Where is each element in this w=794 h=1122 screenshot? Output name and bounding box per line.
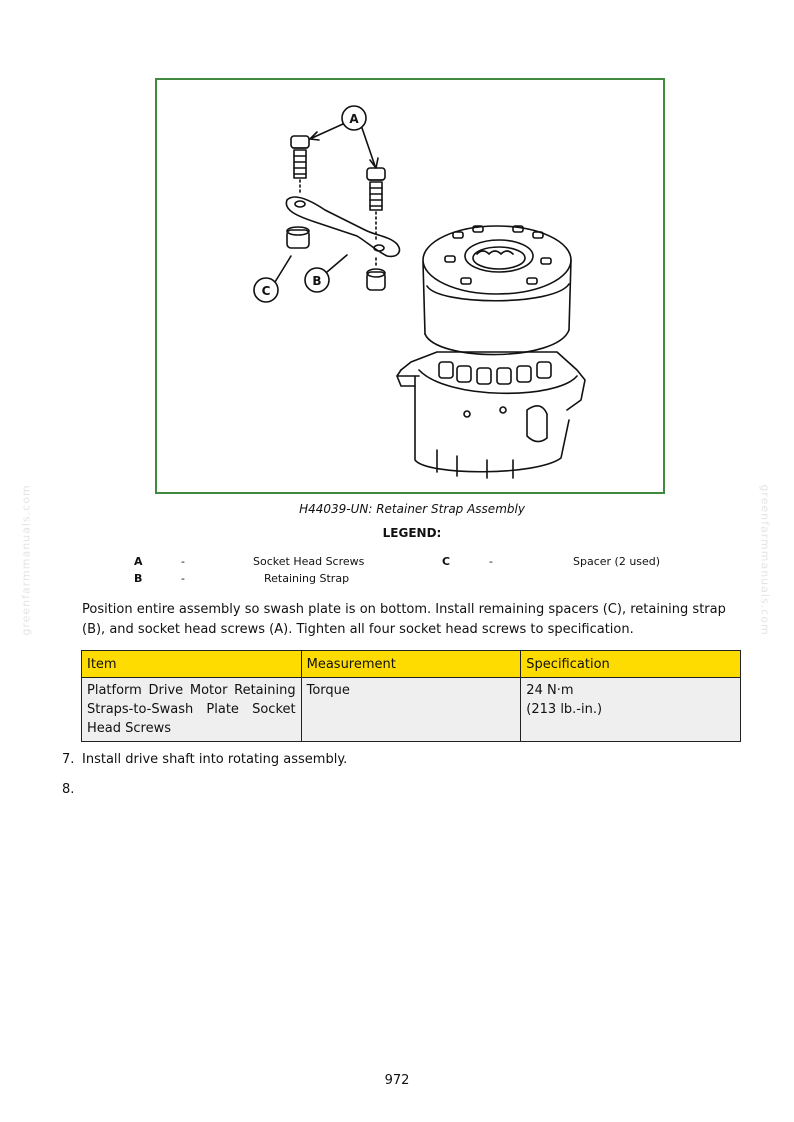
- watermark-left: greenfarmmanuals.com: [19, 484, 33, 636]
- legend-key-a: A: [134, 555, 143, 568]
- callout-b-label: B: [312, 274, 322, 288]
- watermark-right: greenfarmmanuals.com: [758, 484, 772, 636]
- callout-a-label: A: [349, 112, 359, 126]
- step-text: Install drive shaft into rotating assembly.: [82, 752, 348, 767]
- table-header-row: [82, 651, 741, 678]
- specification-table: [81, 650, 741, 742]
- retainer-strap-illustration: [157, 80, 663, 492]
- table-row: [82, 678, 741, 742]
- legend-key-b: B: [134, 572, 143, 585]
- step-number: 8.: [62, 782, 75, 797]
- step-7: [62, 752, 347, 767]
- cell-item: Platform Drive Motor Retaining Straps-to-Swash Plate Socket Head Screws: [82, 678, 302, 742]
- spec-imperial: (213 lb.-in.): [526, 702, 603, 717]
- page-number: 972: [384, 1073, 410, 1088]
- figure-frame: [155, 78, 665, 494]
- instruction-paragraph: Position entire assembly so swash plate is on bottom. Install remaining spacers (C), retaining strap (B), and socket head screws (A). Tighten all four socket head screws to specification.: [82, 602, 726, 637]
- legend-dash-b: -: [181, 572, 185, 585]
- spec-metric: 24 N·m: [526, 683, 574, 698]
- column-header-measurement: Measurement: [301, 651, 521, 678]
- legend-dash-c: -: [489, 555, 493, 568]
- column-header-item: Item: [82, 651, 302, 678]
- legend-title: LEGEND:: [382, 526, 442, 540]
- figure-caption: H44039-UN: Retainer Strap Assembly: [299, 502, 525, 516]
- column-header-specification: Specification: [521, 651, 741, 678]
- legend-key-c: C: [442, 555, 451, 568]
- legend-dash-a: -: [181, 555, 185, 568]
- step-number: 7.: [62, 752, 75, 767]
- legend-label-c: Spacer (2 used): [573, 555, 661, 568]
- cell-specification: [521, 678, 741, 742]
- step-8: [62, 782, 82, 797]
- cell-measurement: Torque: [301, 678, 521, 742]
- callout-c-label: C: [261, 284, 271, 298]
- legend-label-a: Socket Head Screws: [253, 555, 365, 568]
- legend-label-b: Retaining Strap: [264, 572, 350, 585]
